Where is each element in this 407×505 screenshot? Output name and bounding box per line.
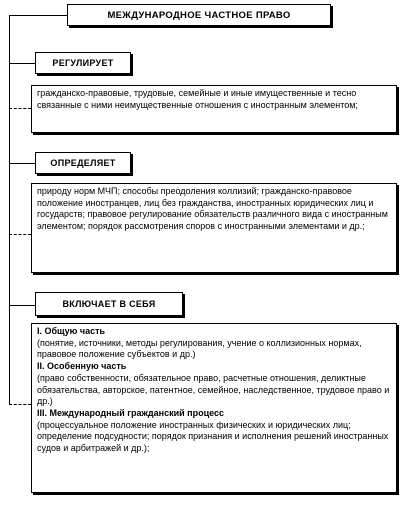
includes-header <box>35 292 183 316</box>
general-part-text: (понятие, источники, методы регулирования, учение о коллизионных нормах, правовое положение субъектов и др.) <box>37 337 362 360</box>
defines-connector <box>9 163 35 164</box>
special-part-title: II. Особенную часть <box>37 361 127 372</box>
includes-text-connector <box>9 404 31 405</box>
includes-connector <box>9 305 35 306</box>
includes-header-text: ВКЛЮЧАЕТ В СЕБЯ <box>62 299 156 309</box>
regulates-header-text: РЕГУЛИРУЕТ <box>52 58 114 68</box>
civil-process-text: (процессуальное положение иностранных физических и юридических лиц; определение подсудности; порядок признания и исполнения решений иностранных судов и арбитражей и др.); <box>37 419 389 454</box>
spine-line <box>9 15 10 405</box>
defines-text: природу норм МЧП; способы преодоления коллизий; гражданско-правовое положение иностранцев, лиц без гражданства, иностранных юридических лиц и государств; правовое регулирование обязательств различного вида с иностранным элементом; порядок рассмотрения споров с иностранными элементами и др.; <box>37 186 388 232</box>
regulates-header <box>35 52 131 74</box>
defines-header-text: ОПРЕДЕЛЯЕТ <box>50 158 116 168</box>
regulates-text-box <box>31 85 397 133</box>
civil-process-title: III. Международный гражданский процесс <box>37 407 225 418</box>
defines-text-connector <box>9 234 31 235</box>
diagram-title <box>67 4 331 26</box>
defines-header <box>35 152 131 174</box>
diagram-title-text: МЕЖДУНАРОДНОЕ ЧАСТНОЕ ПРАВО <box>107 9 291 21</box>
includes-text-box <box>31 323 397 493</box>
defines-text-box <box>31 183 397 273</box>
regulates-text-connector <box>9 108 31 109</box>
title-connector <box>9 15 67 16</box>
special-part-text: (право собственности, обязательное право, расчетные отношения, деликтные обязательства, авторское, патентное, семейное, наследственное, трудовое право и др.) <box>37 372 390 407</box>
general-part-title: I. Общую часть <box>37 326 106 336</box>
regulates-connector <box>9 63 35 64</box>
regulates-text: гражданско-правовые, трудовые, семейные и иные имущественные и тесно связанные с ними неимущественные отношения с иностранным элементом; <box>37 88 358 110</box>
